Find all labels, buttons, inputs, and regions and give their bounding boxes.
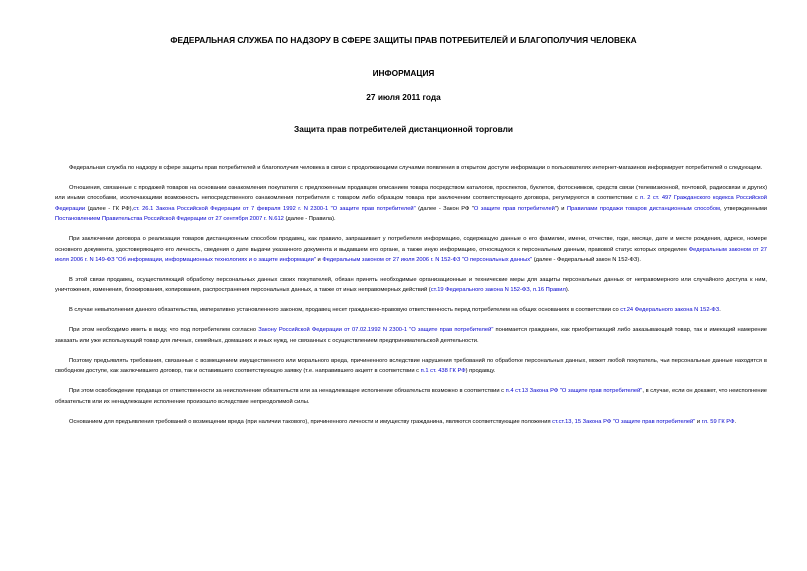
legal-reference-link[interactable]: п.4 ст.13 Закона РФ "О защите прав потребителей" — [505, 388, 643, 395]
legal-reference-link[interactable]: ст.ст.13, 15 Закона РФ "О защите прав потребителей" — [552, 418, 696, 425]
paragraph-text: ) продавцу. — [465, 368, 496, 375]
legal-reference-link[interactable]: Федеральным законом от 27 июля 2006 г. N 152-ФЗ "О персональных данных" — [322, 257, 533, 264]
paragraph-8 — [55, 386, 767, 407]
agency-title: ФЕДЕРАЛЬНАЯ СЛУЖБА ПО НАДЗОРУ В СФЕРЕ ЗАЩИТЫ ПРАВ ПОТРЕБИТЕЛЕЙ И БЛАГОПОЛУЧИЯ ЧЕЛОВЕКА — [170, 35, 637, 45]
legal-reference-link[interactable]: п. 2 ст. 497 Гражданского кодекса Российской Федерации — [55, 195, 767, 212]
legal-reference-link[interactable]: ст.19 Федерального закона N 152-ФЗ, п.16 Правил — [430, 287, 566, 294]
legal-reference-link[interactable]: ст.24 Федерального закона N 152-ФЗ — [620, 307, 720, 314]
paragraph-text: (далее - Федеральный закон N 152-ФЗ). — [532, 257, 641, 264]
paragraph-text: , утвержденными — [719, 205, 767, 212]
legal-reference-link[interactable]: Федеральным законом от 27 июля 2006 г. N 149-ФЗ "Об информации, информационных технологиях и о защите информации" — [55, 246, 767, 264]
document-date: 27 июля 2011 года — [366, 92, 441, 102]
document-type: ИНФОРМАЦИЯ — [372, 68, 435, 78]
legal-reference-link[interactable]: Закону Российской Федерации от 07.02.1992 N 2300-1 "О защите прав потребителей" — [258, 327, 494, 334]
paragraph-7 — [55, 356, 767, 377]
document-subject: Защита прав потребителей дистанционной торговли — [294, 124, 513, 134]
paragraph-text: (далее - ГК РФ), — [85, 205, 134, 212]
paragraph-5 — [55, 305, 767, 315]
legal-reference-link[interactable]: п.1 ст. 438 ГК РФ — [420, 368, 466, 375]
paragraph-text: и — [315, 257, 323, 264]
paragraph-text: В этой связи продавец, осуществляющий обработку персональных данных своих покупателей, обязан принять необходимые организационные и технические меры для защиты персональных данных от неправомерного или случайного доступа к ним, уничтожения, изменения, блокирования, копирования, распространения персональных данных, а также от иных неправомерных действий ( — [55, 277, 767, 294]
paragraph-text: ") и — [554, 205, 567, 212]
legal-reference-link[interactable]: Правилами продажи товаров дистанционным способом — [566, 205, 720, 212]
paragraph-text: и — [695, 418, 702, 425]
paragraph-text: , в случае, если он докажет, что неисполнение обязательств или их ненадлежащее исполнение произошло вследствие непреодолимой силы. — [55, 388, 767, 405]
paragraph-4 — [55, 275, 767, 296]
paragraph-9 — [55, 417, 767, 427]
paragraph-text: В случае невыполнения данного обязательства, императивно установленного законом, продавец несет гражданско-правовую ответственность перед потребителем на общих основаниях в соответствии со — [69, 307, 621, 314]
paragraph-text: понимается гражданин, как приобретающий либо заказывающий товар, так и имеющий намерение заказать или уже использующий товар для личных, семейных, домашних и иных нужд, не связанных с осуществлением предпринимательской деятельности. — [55, 327, 767, 344]
document-body — [55, 163, 767, 437]
paragraph-text: Отношения, связанные с продажей товаров на основании ознакомления покупателя с предложенным продавцом описанием товара посредством каталогов, проспектов, буклетов, фотоснимков, средств связи (телевизионной, почтовой, радиосвязи и других) или иными способами, исключающими возможность непосредственного ознакомления потребителя с товаром либо образцом товара при заключении соответствующего договора, регулируются в соответствии с — [55, 185, 767, 202]
legal-reference-link[interactable]: гл. 59 ГК РФ — [701, 418, 735, 425]
legal-reference-link[interactable]: Постановлением Правительства Российской Федерации от 27 сентября 2007 г. N.612 — [55, 216, 284, 223]
paragraph-2 — [55, 183, 767, 225]
paragraph-text: При этом освобождение продавца от ответственности за неисполнение обязательств или за ненадлежащее исполнение обязательств возможно в соответствии с — [69, 388, 506, 395]
paragraph-text: При этом необходимо иметь в виду, что под потребителем согласно — [69, 327, 259, 334]
paragraph-text: ). — [565, 287, 570, 294]
paragraph-text: . — [734, 418, 737, 425]
paragraph-text: Основанием для предъявления требований о возмещении вреда (при наличии такового), причиненного личности и имуществу гражданина, являются соответствующие положения — [69, 418, 553, 425]
paragraph-text: Федеральная служба по надзору в сфере защиты прав потребителей и благополучия человека в связи с продолжающими случаями появления в открытом доступе информации о пользователях интернет-магазинов информирует потребителей о следующем. — [69, 165, 763, 171]
paragraph-text: (далее - Правила). — [283, 216, 336, 223]
legal-reference-link[interactable]: О защите прав потребителей — [473, 205, 555, 212]
paragraph-3 — [55, 234, 767, 265]
paragraph-text: При заключении договора о реализации товаров дистанционным способом продавец, как правило, запрашивает у потребителя информацию, содержащую данные о его фамилии, имени, отчестве, годе, месяце, дате и месте рождения, адресе, номере основного документа, удостоверяющего его личность, сведения о дате выдачи указанного документа и выдавшем его органе, а также иную информацию, относящуюся к персональным данным, правовой статус которых определен — [55, 236, 767, 253]
paragraph-1 — [55, 163, 767, 173]
paragraph-text: (далее - Закон РФ " — [415, 205, 474, 212]
paragraph-text: Поэтому предъявлять требования, связанные с возмещением имущественного или морального вреда, причиненного вследствие нарушения требований по обработке персональных данных, может любой покупатель, чьи персональные данные находятся в свободном доступе, как заключившего договор, так и оставившего соответствующую заявку (т.е. направившего акцепт в соответствии с — [55, 357, 767, 375]
paragraph-text: . — [719, 307, 721, 314]
paragraph-6 — [55, 325, 767, 346]
legal-reference-link[interactable]: ст. 26.1 Закона Российской Федерации от 7 февраля 1992 г. N 2300-1 "О защите прав потребителей" — [133, 205, 416, 212]
